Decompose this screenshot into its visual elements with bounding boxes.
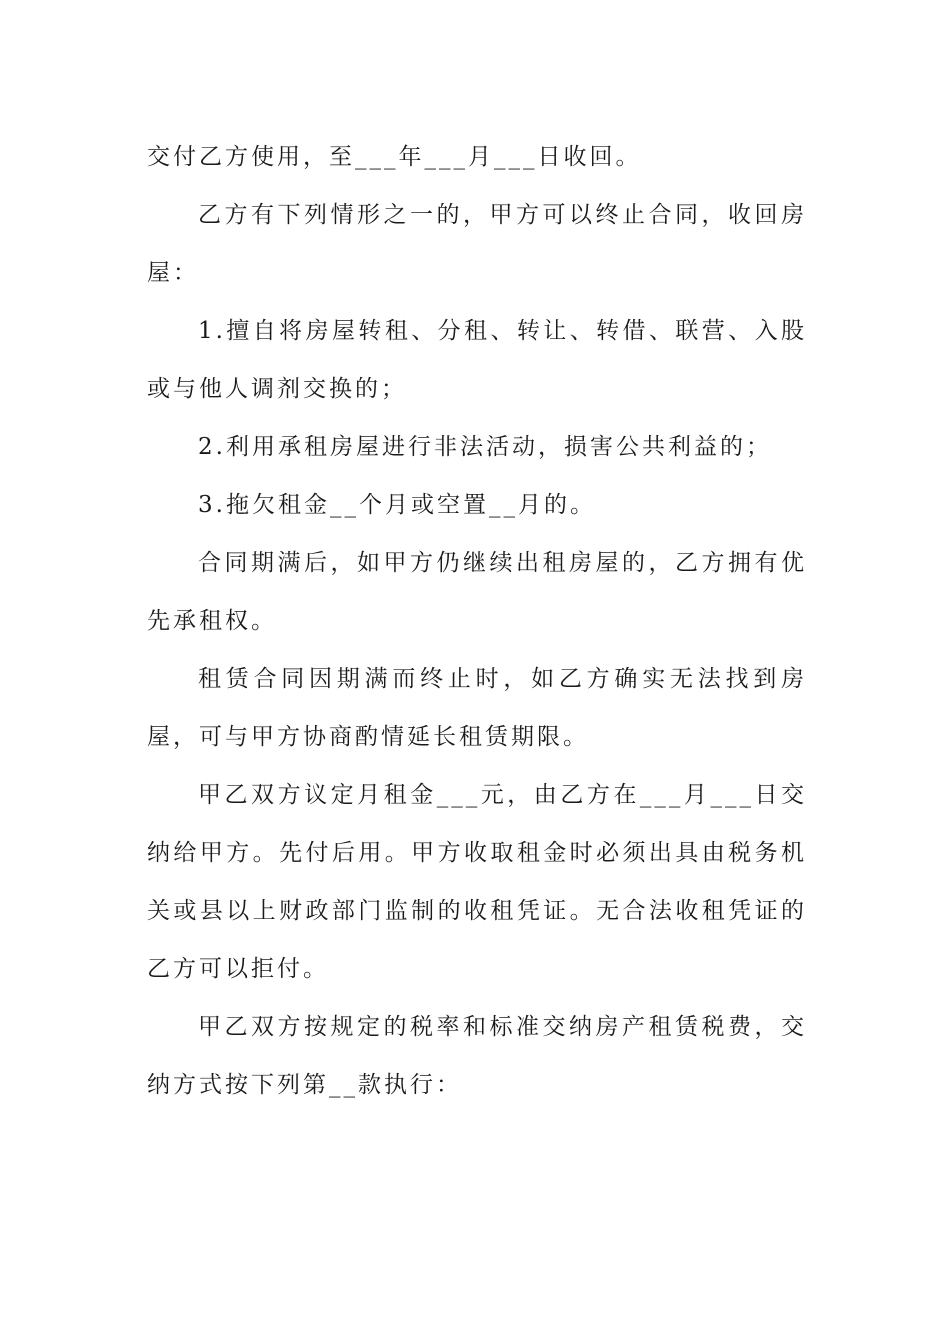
paragraph-lease-extension: 租赁合同因期满而终止时，如乙方确实无法找到房屋，可与甲方协商酌情延长租赁期限。 [147, 666, 807, 750]
paragraph-condition-1: 1.擅自将房屋转租、分租、转让、转借、联营、入股或与他人调剂交换的； [147, 318, 807, 402]
paragraph-priority-lease: 合同期满后，如甲方仍继续出租房屋的，乙方拥有优先承租权。 [147, 550, 807, 634]
paragraph-termination-conditions: 乙方有下列情形之一的，甲方可以终止合同，收回房屋： [147, 202, 807, 286]
paragraph-return-date: 交付乙方使用，至___年___月___日收回。 [147, 144, 642, 170]
paragraph-condition-2: 2.利用承租房屋进行非法活动，损害公共利益的； [198, 434, 772, 460]
paragraph-tax-payment: 甲乙双方按规定的税率和标准交纳房产租赁税费，交纳方式按下列第__款执行： [147, 1014, 807, 1098]
paragraph-condition-3: 3.拖欠租金__个月或空置__月的。 [198, 492, 596, 518]
paragraph-rent-payment: 甲乙双方议定月租金___元，由乙方在___月___日交纳给甲方。先付后用。甲方收取租金时必须出具由税务机关或县以上财政部门监制的收租凭证。无合法收租凭证的乙方可以拒付。 [147, 782, 807, 982]
document-body [147, 128, 807, 1114]
